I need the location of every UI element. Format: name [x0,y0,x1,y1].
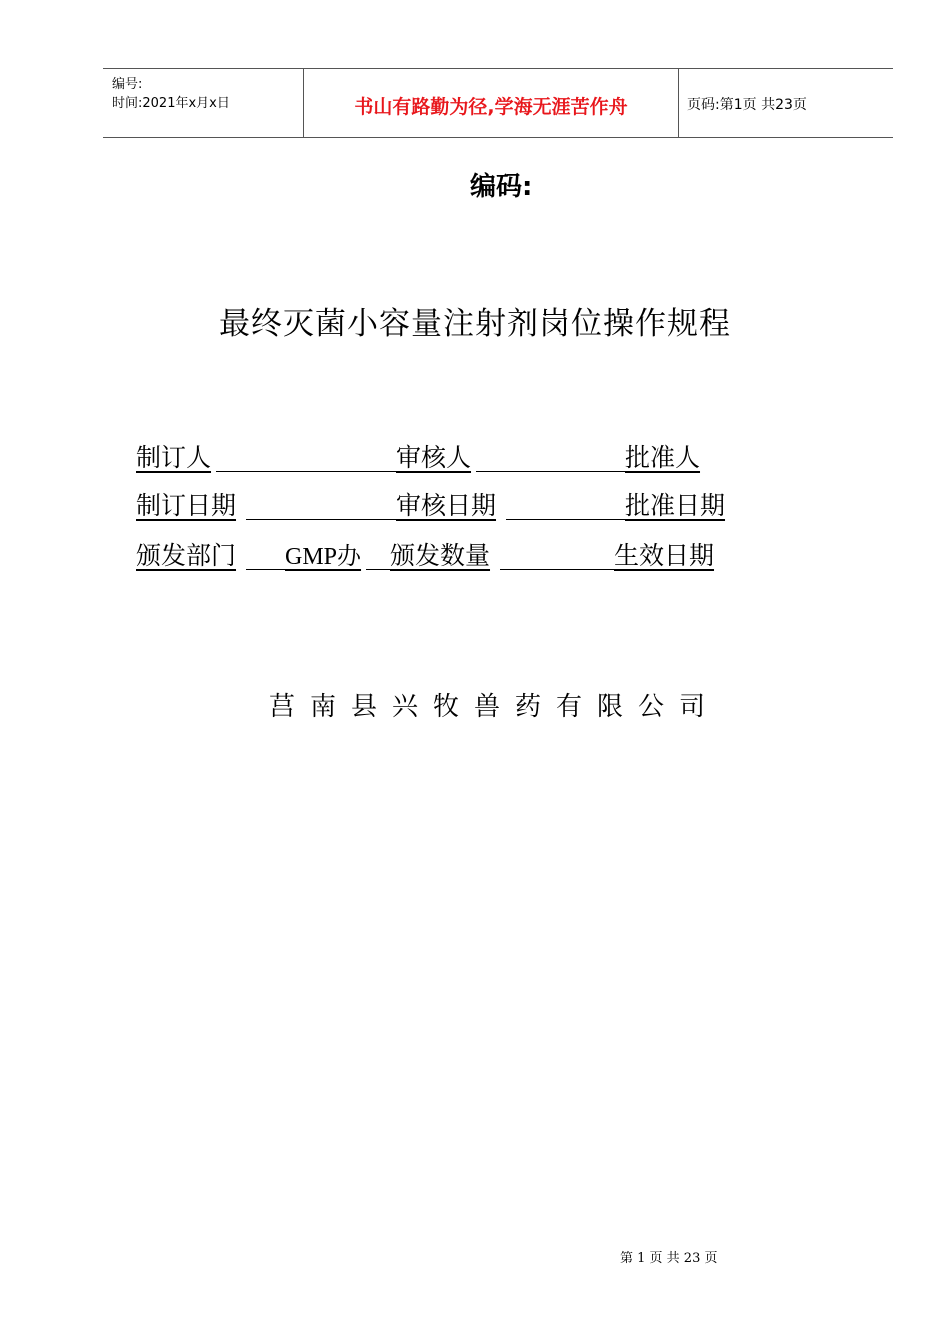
code-label: 编码: [470,172,533,202]
reviewer-blank-line [476,471,626,472]
document-title: 最终灭菌小容量注射剂岗位操作规程 [219,306,731,342]
reviewer-label: 审核人 [396,443,472,472]
drafter-label: 制订人 [136,443,212,472]
draft-date-blank-line [246,519,396,520]
time-label: 时间:2021年x月x日 [112,96,230,111]
review-date-label: 审核日期 [396,491,497,520]
issue-dept-blank-line [246,569,286,570]
page-header [103,68,893,138]
approve-date-label: 批准日期 [625,491,726,520]
header-motto-cell [304,69,679,137]
approval-row-people [136,438,716,472]
page-footer: 第 1 页 共 23 页 [620,1251,718,1266]
page-info: 页码:第1页 共23页 [687,97,807,113]
issue-quantity-label: 颁发数量 [390,541,491,570]
effective-date-label: 生效日期 [614,541,715,570]
approver-label: 批准人 [625,443,701,472]
approval-row-dates [136,486,746,520]
draft-date-label: 制订日期 [136,491,237,520]
issue-quantity-blank-line [500,569,615,570]
number-label: 编号: [112,77,143,92]
issue-dept-value: GMP办 [285,544,362,570]
approval-row-issue [136,536,736,570]
issue-dept-label: 颁发部门 [136,541,237,570]
header-meta-cell [103,69,304,137]
issue-dept-value-gap-line [366,569,391,570]
drafter-blank-line [216,471,396,472]
motto-text: 书山有路勤为径,学海无涯苦作舟 [354,96,628,118]
review-date-blank-line [506,519,626,520]
company-name: 莒南县兴牧兽药有限公司 [269,692,721,722]
